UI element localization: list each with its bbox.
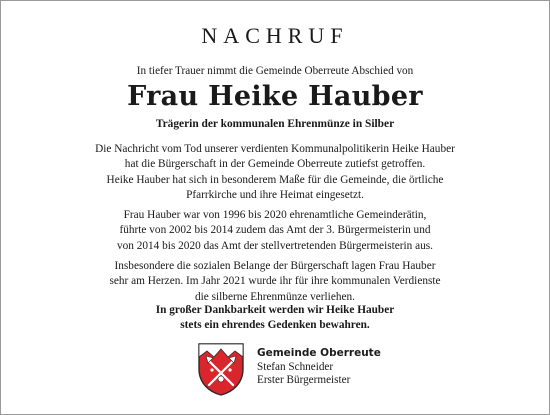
text-line: Die Nachricht vom Tod unserer verdienten Kommunalpolitikerin Heike Hauber — [95, 143, 455, 155]
text-line: Insbesondere die sozialen Belange der Bürgerschaft lagen Frau Hauber — [114, 260, 436, 272]
text-line: sehr am Herzen. Im Jahr 2021 wurde ihr für ihre kommunalen Verdienste — [109, 275, 441, 288]
honor-line: Trägerin der kommunalen Ehrenmünze in Silber — [155, 118, 395, 130]
text-line: Heike Hauber hat sich in besonderem Maße für die Gemeinde, die örtliche — [106, 173, 444, 186]
signature-organization: Gemeinde Oberreute — [257, 347, 381, 359]
text-line: stets ein ehrendes Gedenken bewahren. — [180, 319, 370, 332]
text-line: von 2014 bis 2020 das Amt der stellvertretenden Bürgermeisterin aus. — [116, 239, 434, 252]
municipal-coat-of-arms-icon — [195, 341, 247, 397]
signature-person: Stefan Schneider — [257, 360, 334, 373]
paragraph-closing — [1, 303, 549, 334]
signature-role: Erster Bürgermeister — [257, 374, 351, 386]
paragraph-merits — [1, 259, 549, 305]
intro-line: In tiefer Trauer nimmt die Gemeinde Oberreute Abschied von — [136, 65, 414, 77]
signature-text — [257, 347, 381, 388]
paragraph-offices — [1, 208, 549, 254]
text-line: führte von 2002 bis 2014 zudem das Amt der 3. Bürgermeisterin und — [119, 224, 431, 237]
text-line: Pfarrkirche und ihre Heimat eingesetzt. — [186, 188, 364, 201]
text-line: die silberne Ehrenmünze verliehen. — [195, 290, 355, 303]
text-line: In großer Dankbarkeit werden wir Heike Hauber — [155, 304, 395, 316]
text-line: Frau Hauber war von 1996 bis 2020 ehrenamtliche Gemeinderätin, — [123, 209, 427, 221]
notice-heading: NACHRUF — [201, 23, 349, 48]
text-line: hat die Bürgerschaft in der Gemeinde Oberreute zutiefst getroffen. — [124, 158, 426, 171]
deceased-name: Frau Heike Hauber — [127, 81, 423, 112]
paragraph-tribute — [1, 142, 549, 203]
